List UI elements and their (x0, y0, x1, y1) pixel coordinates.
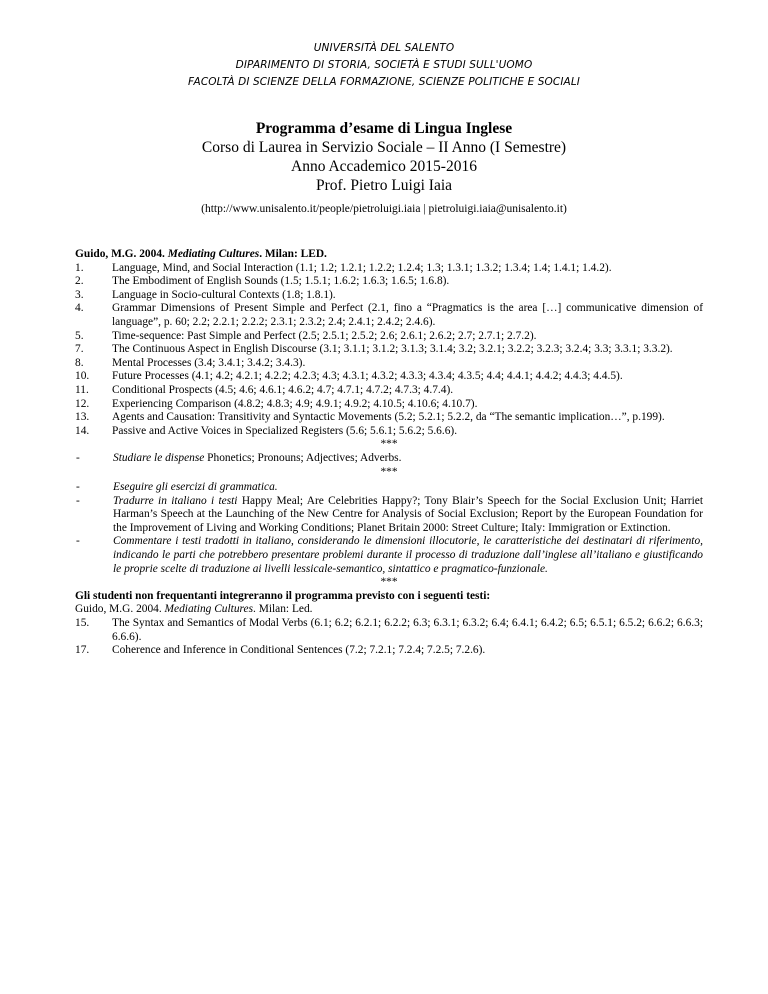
book-reference-2 (75, 603, 703, 617)
course-name: Corso di Laurea in Servizio Sociale – II Anno (I Semestre) (201, 139, 567, 156)
dash-bullet: - (76, 481, 80, 494)
book-author: Guido, M.G. 2004. (75, 603, 165, 616)
chapter-number: 17. (75, 644, 90, 657)
professor-name: Prof. Pietro Luigi Iaia (315, 177, 453, 194)
academic-year: Anno Accademico 2015-2016 (291, 158, 477, 175)
task-item (75, 495, 703, 536)
chapter-text: Mental Processes (3.4; 3.4.1; 3.4.2; 3.4.3). (112, 356, 306, 369)
list-item (75, 343, 703, 357)
book-author: Guido, M.G. 2004. (75, 248, 168, 260)
book-publisher: . Milan: LED. (259, 248, 327, 260)
chapter-text: The Embodiment of English Sounds (1.5; 1.5.1; 1.6.2; 1.6.3; 1.6.5; 1.6.8). (112, 275, 450, 288)
dispense-lead: Studiare le dispense (113, 451, 208, 464)
university-name: UNIVERSITÀ DEL SALENTO (313, 42, 455, 54)
chapter-text: Future Processes (4.1; 4.2; 4.2.1; 4.2.2; 4.2.3; 4.3; 4.3.1; 4.3.2; 4.3.3; 4.3.4; 4.3.5; 4.4; 4.4.1; 4.4.2; 4.4.3; 4.4.5). (112, 370, 623, 383)
task-texts-list: Happy Meal; Are Celebrities Happy?; Tony Blair’s Speech for the Social Exclusion Unit; Harriet Harman’s Speech at the Launching of the New Centre for Analysis of Social Exclusion; Report by the European Foundation for the Improvement of Living and Working Conditions; Planet Britain 2000: Street Culture; Italy: Immigration or Extinction. (113, 494, 703, 534)
book-title: Mediating Cultures (167, 248, 260, 260)
dash-bullet: - (76, 451, 80, 464)
task-lead: Tradurre in italiano i testi (113, 494, 242, 507)
chapter-number: 4. (75, 302, 84, 315)
book-publisher: . Milan: Led. (253, 603, 313, 616)
chapter-number: 13. (75, 411, 90, 424)
chapter-number: 3. (75, 288, 84, 301)
list-item (75, 275, 703, 289)
contact-info: (http://www.unisalento.it/people/pietroluigi.iaia | pietroluigi.iaia@unisalento.it) (201, 203, 567, 215)
faculty-name: FACOLTÀ DI SCIENZE DELLA FORMAZIONE, SCIENZE POLITICHE E SOCIALI (188, 76, 580, 88)
chapter-number: 11. (75, 383, 89, 396)
chapter-text: Passive and Active Voices in Specialized Registers (5.6; 5.6.1; 5.6.2; 5.6.6). (112, 424, 458, 437)
chapter-text: Coherence and Inference in Conditional Sentences (7.2; 7.2.1; 7.2.4; 7.2.5; 7.2.6). (112, 644, 486, 657)
chapter-text: Agents and Causation: Transitivity and Syntactic Movements (5.2; 5.2.1; 5.2.2, da “The semantic implication…”, p.199). (112, 411, 665, 424)
list-item (75, 262, 703, 276)
non-frequentanti-heading: Gli studenti non frequentanti integreranno il programma previsto con i seguenti testi: (75, 589, 491, 602)
section-separator: *** (380, 465, 398, 478)
chapter-text: Language in Socio-cultural Contexts (1.8; 1.8.1). (112, 288, 336, 301)
chapter-number: 14. (75, 424, 90, 437)
chapter-text: Experiencing Comparison (4.8.2; 4.8.3; 4.9; 4.9.1; 4.9.2; 4.10.5; 4.10.6; 4.10.7). (112, 397, 478, 410)
book-reference (75, 248, 703, 262)
chapter-number: 10. (75, 370, 90, 383)
chapter-text: The Syntax and Semantics of Modal Verbs (6.1; 6.2; 6.2.1; 6.2.2; 6.3; 6.3.1; 6.3.2; 6.4; 6.4.1; 6.4.2; 6.5; 6.5.1; 6.5.2; 6.6.2; 6.6.3; 6.6.6). (112, 617, 703, 643)
section-separator: *** (380, 576, 398, 589)
list-item (75, 370, 703, 384)
dispense-item (75, 452, 703, 466)
list-item (75, 411, 703, 425)
dash-bullet: - (76, 494, 80, 507)
task-text: Commentare i testi tradotti in italiano, considerando le dimensioni illocutorie, le caratteristiche dei destinatari di riferimento, indicando le parti che potrebbero presentare problemi durante il processo di traduzione dall’inglese all’italiano e giustificando le proprie scelte di traduzione ai livelli lessicale-semantico, sintattico e pragmatico-funzionale. (113, 535, 703, 575)
list-item (75, 617, 703, 644)
task-item (75, 481, 703, 495)
section-separator: *** (380, 438, 398, 451)
chapter-number: 12. (75, 397, 90, 410)
list-item (75, 357, 703, 371)
chapter-text: Time-sequence: Past Simple and Perfect (2.5; 2.5.1; 2.5.2; 2.6; 2.6.1; 2.6.2; 2.7; 2.7.1; 2.7.2). (112, 329, 537, 342)
chapter-text: Grammar Dimensions of Present Simple and Perfect (2.1, fino a “Pragmatics is the area […] communicative dimension of language”, p. 60; 2.2; 2.2.1; 2.2.2; 2.3.1; 2.3.2; 2.4; 2.4.1; 2.4.2; 2.4.6). (112, 302, 703, 328)
chapter-number: 5. (75, 329, 84, 342)
book-title: Mediating Cultures (164, 603, 254, 616)
chapter-number: 15. (75, 617, 90, 630)
dash-bullet: - (76, 535, 80, 548)
chapter-number: 2. (75, 275, 84, 288)
list-item (75, 398, 703, 412)
chapter-number: 1. (75, 261, 84, 274)
document-title: Programma d’esame di Lingua Inglese (255, 120, 513, 137)
title-block (0, 119, 768, 217)
chapter-text: The Continuous Aspect in English Discourse (3.1; 3.1.1; 3.1.2; 3.1.3; 3.1.4; 3.2; 3.2.1; 3.2.2; 3.2.3; 3.2.4; 3.3; 3.3.1; 3.3.2). (112, 343, 673, 356)
chapter-number: 7. (75, 343, 84, 356)
dispense-topics: Phonetics; Pronouns; Adjectives; Adverbs. (207, 451, 402, 464)
chapter-text: Language, Mind, and Social Interaction (1.1; 1.2; 1.2.1; 1.2.2; 1.2.4; 1.3; 1.3.1; 1.3.2; 1.3.4; 1.4; 1.4.1; 1.4.2). (112, 261, 612, 274)
department-name: DIPARIMENTO DI STORIA, SOCIETÀ E STUDI SULL'UOMO (235, 59, 533, 71)
list-item (75, 330, 703, 344)
list-item (75, 289, 703, 303)
list-item (75, 425, 703, 439)
chapter-number: 8. (75, 356, 84, 369)
list-item (75, 302, 703, 329)
chapter-list (75, 262, 703, 439)
task-text: Eseguire gli esercizi di grammatica. (113, 481, 278, 494)
list-item (75, 644, 703, 658)
list-item (75, 384, 703, 398)
university-header (0, 40, 768, 91)
program-body (75, 248, 703, 658)
chapter-text: Conditional Prospects (4.5; 4.6; 4.6.1; 4.6.2; 4.7; 4.7.1; 4.7.2; 4.7.3; 4.7.4). (112, 383, 454, 396)
task-item (75, 535, 703, 576)
